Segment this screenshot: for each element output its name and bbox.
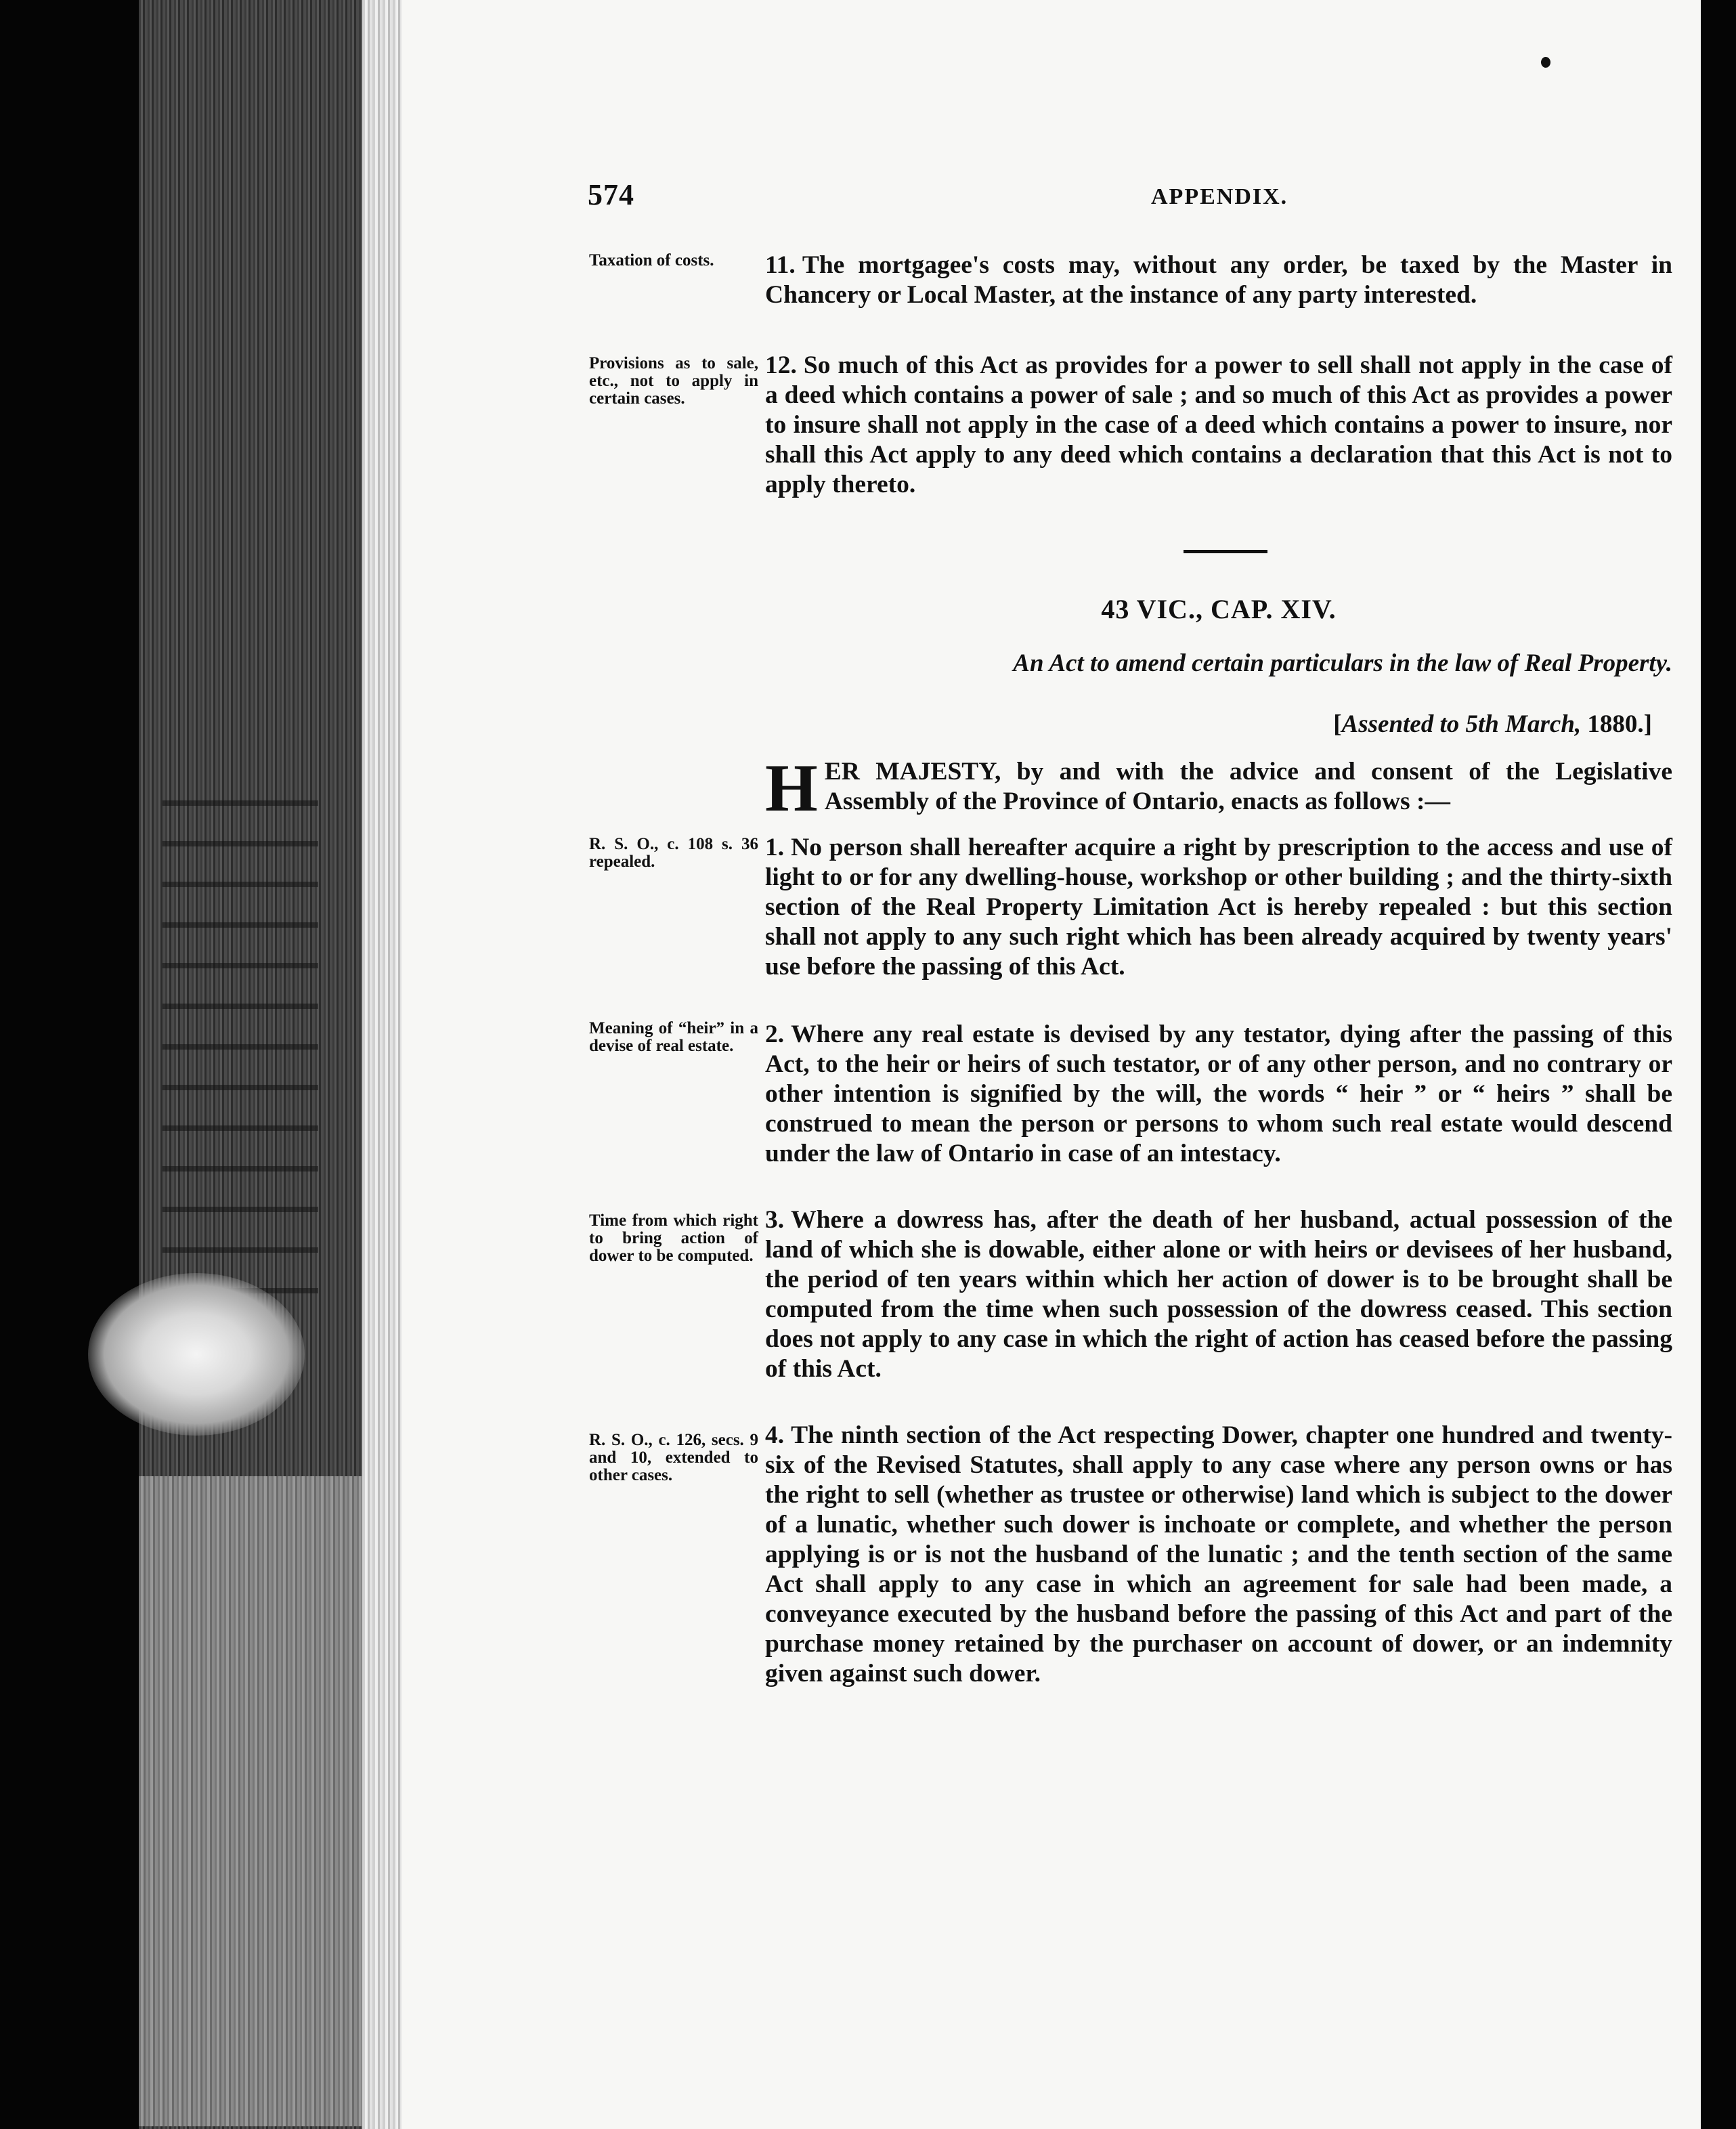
sidenote-time-from-which: Time from which right to bring action of dower to be computed.: [589, 1211, 758, 1265]
section-11: [765, 251, 1672, 310]
section-text: No person shall hereafter acquire a right by prescription to the access and use of light to or for any dwelling-house, workshop or other building ; and the thirty-sixth section of the Real Property Limitation Act is hereby repealed : but this section shall not apply to any such right which has been already acquired by twenty years' use before the passing of this Act.: [765, 834, 1672, 981]
section-number: 1.: [765, 834, 785, 861]
running-head: APPENDIX.: [1151, 184, 1288, 209]
section-text: Where a dowress has, after the death of her husband, actual possession of the land of which she is dowable, either alone or with heirs or devisees of her husband, the period of ten years within which her action of dower is to be brought shall be computed from the time when such possession of the dowress ceased. This section does not apply to any case in which the right of action has ceased before the passing of this Act.: [765, 1206, 1672, 1383]
section-number: 2.: [765, 1020, 785, 1048]
assent-year: 1880.: [1587, 710, 1644, 738]
sidenote-meaning-of-heir: Meaning of “heir” in a devise of real estate.: [589, 1019, 758, 1055]
spine-lettering: [162, 772, 318, 1314]
assent-line: [765, 710, 1652, 739]
section-12: [765, 351, 1672, 500]
sidenote-rso-126: R. S. O., c. 126, secs. 9 and 10, extended to other cases.: [589, 1431, 758, 1484]
sidenote-provisions: Provisions as to sale, etc., not to apply in certain cases.: [589, 354, 758, 408]
page-number: 574: [588, 178, 634, 211]
book-page-edges-lower: [139, 1476, 362, 2126]
assent-bracket-close: ]: [1643, 710, 1652, 738]
page-fore-edge: [362, 0, 402, 2129]
assent-text: Assented to 5th March,: [1341, 710, 1582, 738]
act-title: 43 VIC., CAP. XIV.: [1101, 594, 1337, 624]
section-number: 12.: [765, 351, 797, 379]
preamble-text: ER MAJESTY, by and with the advice and consent of the Legislative Assembly of the Province of Ontario, enacts as follows :—: [824, 758, 1672, 815]
assent-bracket-open: [: [1333, 710, 1342, 738]
drop-cap: H: [765, 750, 818, 825]
section-number: 3.: [765, 1206, 785, 1234]
section-divider-rule: [1184, 550, 1267, 553]
act-subtitle: An Act to amend certain particulars in the law of Real Property.: [1013, 649, 1672, 677]
preamble: [765, 750, 1672, 825]
section-1: [765, 833, 1672, 982]
sidenote-rso-108: R. S. O., c. 108 s. 36 repealed.: [589, 835, 758, 871]
section-number: 11.: [765, 251, 796, 279]
section-text: So much of this Act as provides for a power to sell shall not apply in the case of a deed which contains a power of sale ; and so much of this Act as provides a power to insure shall not apply in the case of a deed which contains a power to insure, nor shall this Act apply to any deed which contains a declaration that this Act is not to apply thereto.: [765, 351, 1672, 498]
sidenote-taxation-of-costs: Taxation of costs.: [589, 251, 714, 270]
section-2: [765, 1020, 1672, 1169]
scan-border-left: [0, 0, 139, 2129]
section-number: 4.: [765, 1421, 785, 1449]
scan-artifact: [88, 1273, 305, 1436]
section-text: The ninth section of the Act respecting Dower, chapter one hundred and twenty-six of the Revised Statutes, shall apply to any case where any person owns or has the right to sell (whether as trustee or otherwise) land which is subject to the dower of a lunatic, whether such dower is inchoate or complete, and whether the person applying is or is not the husband of the lunatic ; and the tenth section of the same Act shall apply to any case in which an agreement for sale had been made, a conveyance executed by the husband before the passing of this Act and part of the purchase money retained by the purchaser on account of dower, or an indemnity given against such dower.: [765, 1421, 1672, 1687]
ink-speck: [1541, 57, 1550, 68]
section-text: The mortgagee's costs may, without any order, be taxed by the Master in Chancery or Local Master, at the instance of any party interested.: [765, 251, 1672, 309]
section-3: [765, 1205, 1672, 1384]
section-4: [765, 1421, 1672, 1689]
scan-border-right: [1701, 0, 1736, 2129]
section-text: Where any real estate is devised by any testator, dying after the passing of this Act, to the heir or heirs of such testator, or of any other person, and no contrary or other intention is signified by the will, the words “ heir ” or “ heirs ” shall be construed to mean the person or persons to whom such real estate would descend under the law of Ontario in case of an intestacy.: [765, 1020, 1672, 1167]
